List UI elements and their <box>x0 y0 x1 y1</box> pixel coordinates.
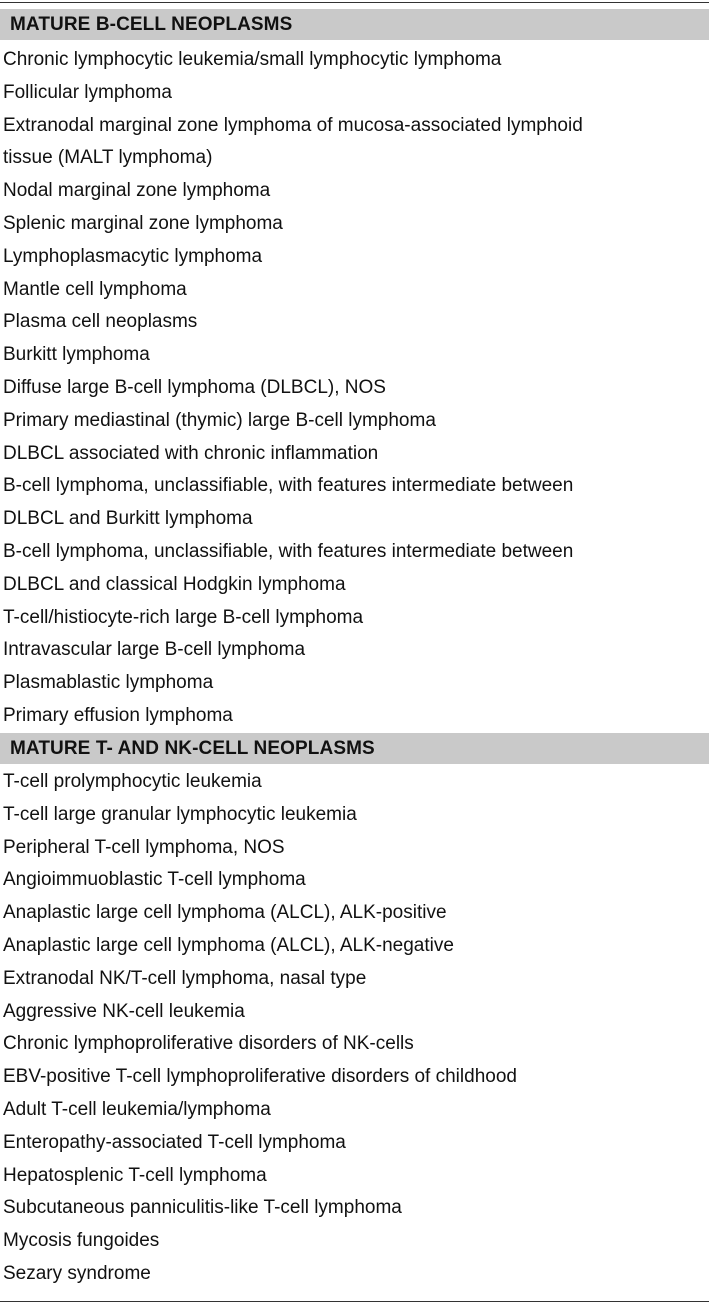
list-item: Extranodal marginal zone lymphoma of mucosa-associated lymphoid <box>3 114 583 136</box>
list-mature-b-cell <box>0 44 709 733</box>
list-item: Anaplastic large cell lymphoma (ALCL), ALK-negative <box>3 934 454 956</box>
list-item: Plasmablastic lymphoma <box>3 672 214 694</box>
section-header-mature-t-nk-cell: MATURE T- AND NK-CELL NEOPLASMS <box>0 733 709 764</box>
bottom-rule <box>0 1301 709 1302</box>
list-item: Peripheral T-cell lymphoma, NOS <box>3 836 285 858</box>
list-item: T-cell large granular lymphocytic leukemia <box>3 803 357 825</box>
list-item: Plasma cell neoplasms <box>3 311 198 333</box>
list-item: Subcutaneous panniculitis-like T-cell lymphoma <box>3 1197 402 1219</box>
list-item: Diffuse large B-cell lymphoma (DLBCL), NOS <box>3 376 386 398</box>
list-item: Enteropathy-associated T-cell lymphoma <box>3 1131 346 1153</box>
list-item: Aggressive NK-cell leukemia <box>3 1000 245 1022</box>
list-item: Hepatosplenic T-cell lymphoma <box>3 1164 267 1186</box>
list-item: Adult T-cell leukemia/lymphoma <box>3 1098 271 1120</box>
list-item: Burkitt lymphoma <box>3 344 150 366</box>
list-item: Angioimmuoblastic T-cell lymphoma <box>3 869 306 891</box>
list-item: DLBCL and classical Hodgkin lymphoma <box>3 573 346 595</box>
list-item: DLBCL and Burkitt lymphoma <box>3 508 253 530</box>
list-item: Primary mediastinal (thymic) large B-cell lymphoma <box>3 409 436 431</box>
list-item: B-cell lymphoma, unclassifiable, with features intermediate between <box>3 540 574 562</box>
list-item: Follicular lymphoma <box>3 81 172 103</box>
section-header-mature-b-cell: MATURE B-CELL NEOPLASMS <box>0 9 709 40</box>
list-item: DLBCL associated with chronic inflammation <box>3 442 379 464</box>
list-item: T-cell prolymphocytic leukemia <box>3 771 262 792</box>
list-item: EBV-positive T-cell lymphoproliferative disorders of childhood <box>3 1066 517 1088</box>
list-item: Mycosis fungoides <box>3 1230 160 1252</box>
list-item: Chronic lymphoproliferative disorders of NK-cells <box>3 1033 414 1055</box>
list-item: T-cell/histiocyte-rich large B-cell lymphoma <box>3 606 364 628</box>
list-item: Sezary syndrome <box>3 1262 151 1284</box>
list-item: Nodal marginal zone lymphoma <box>3 180 271 202</box>
list-item: Anaplastic large cell lymphoma (ALCL), ALK-positive <box>3 902 447 924</box>
list-item: Extranodal NK/T-cell lymphoma, nasal type <box>3 967 367 989</box>
list-item: Mantle cell lymphoma <box>3 278 187 300</box>
list-item: Chronic lymphocytic leukemia/small lymphocytic lymphoma <box>3 49 502 70</box>
list-mature-t-nk-cell <box>0 766 709 1291</box>
list-item: Lymphoplasmacytic lymphoma <box>3 245 263 267</box>
list-item: tissue (MALT lymphoma) <box>3 147 213 169</box>
list-item: B-cell lymphoma, unclassifiable, with features intermediate between <box>3 475 574 497</box>
list-item: Intravascular large B-cell lymphoma <box>3 639 306 661</box>
list-item: Primary effusion lymphoma <box>3 704 233 726</box>
top-rule <box>0 2 709 3</box>
list-item: Splenic marginal zone lymphoma <box>3 212 283 234</box>
